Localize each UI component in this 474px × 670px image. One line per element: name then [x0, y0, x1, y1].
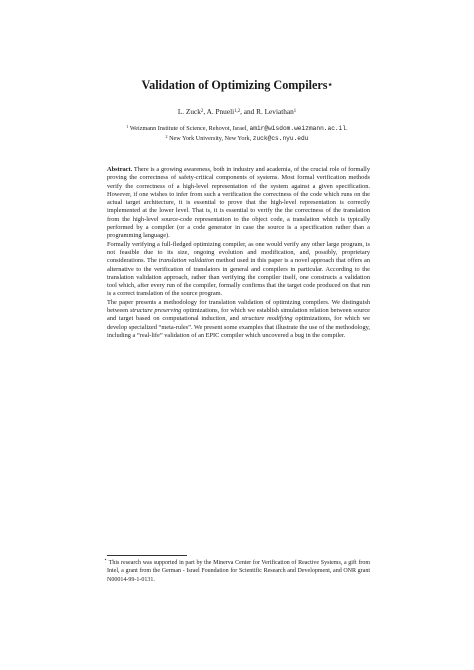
abstract-p3-text-b: optimizations, for which we establish simulation relation between source and target based on computational induction, and: [107, 307, 370, 323]
affiliation-1-end: .: [346, 125, 348, 132]
abstract-p3-text-a: The paper presents a methodology for translation validation of optimizing compilers. We distinguish between: [107, 298, 370, 315]
author-separator: , and: [240, 107, 257, 116]
affiliation-2-text: New York University, New York,: [169, 135, 253, 142]
footnote-rule: [107, 555, 187, 556]
footnote: [104, 558, 370, 584]
footnote-mark: ⋆: [104, 558, 108, 563]
affiliation-2-email[interactable]: zuck@cs.nyu.edu: [252, 135, 309, 142]
author-2: A. Pnueli: [206, 107, 235, 116]
abstract-paragraph-2: [107, 241, 370, 299]
affiliation-1-text: Weizmann Institute of Science, Rehovot, Israel,: [129, 125, 250, 132]
abstract-p3-emphasis-2: structure modifying: [241, 315, 293, 323]
abstract-paragraph-1: [107, 166, 370, 241]
affiliation-1: [0, 124, 474, 133]
abstract-paragraph-3: [107, 299, 370, 340]
title-text: Validation of Optimizing Compilers: [141, 78, 328, 92]
author-1-affiliation: 2: [200, 109, 204, 114]
author-2-affiliation: 1,2: [234, 109, 241, 114]
affiliation-2: [0, 134, 474, 143]
author-separator: ,: [203, 107, 207, 116]
affiliation-1-email[interactable]: amir@wisdom.weizmann.ac.il: [249, 125, 347, 132]
affiliation-2-mark: 2: [165, 134, 168, 139]
footnote-text: This research was supported in part by the Minerva Center for Verification of Reactive Systems, a gift from Intel, a grant from the German - Israel Foundation for Scientific Research and Development, and ONR grant N00014-99-1-0131.: [107, 560, 370, 583]
author-list: [0, 107, 474, 117]
abstract-p2-emphasis: translation validation: [158, 257, 215, 265]
abstract-p3-text-c: optimizations, for which we develop specialized “meta-rules”. We present some examples that illustrate the use of the methodology, including a “real-life” validation of an EPIC compiler which uncovered a bug in the compiler.: [107, 315, 371, 339]
author-3-affiliation: 1: [293, 109, 297, 114]
author-3: R. Leviathan: [256, 107, 294, 116]
author-1: L. Zuck: [177, 107, 201, 116]
abstract-p1-text: There is a growing awareness, both in industry and academia, of the crucial role of formally proving the correctness of safety-critical components of systems. Most formal verification methods verify the correctness of a high-level representation of the system against a given specification. However, if one wishes to infer from such a verification the correctness of the code which runs on the actual target architecture, it is essential to prove that the high-level representation is correctly implemented at the lower level. That is, it is essential to verify the the correctness of the translation from the high-level source-code representation to the object code, a translation which is typically performed by a compiler (or a code generator in case the source is a specification rather than a programming language).: [107, 166, 370, 240]
abstract-p3-emphasis-1: structure preserving: [129, 307, 182, 315]
paper-title: [0, 77, 474, 93]
affiliation-1-mark: 1: [126, 124, 129, 129]
abstract: [107, 166, 370, 340]
abstract-p2-text-a: Formally verifying a full-fledged optimizing compiler, as one would verify any other large program, is not feasible due to its size, ongoing evolution and modification, and, possibly, proprietary considerations. The: [107, 240, 370, 265]
abstract-heading: Abstract.: [107, 166, 133, 173]
abstract-p2-text-b: method used in this paper is a novel approach that offers an alternative to the verification of translators in general and compilers in particular. According to the translation validation approach, rather than verifying the compiler itself, one constructs a validation tool which, after every run of the compiler, formally confirms that the target code produced on that run is a correct translation of the source program.: [107, 257, 370, 298]
title-footnote-mark: ⋆: [327, 80, 333, 89]
